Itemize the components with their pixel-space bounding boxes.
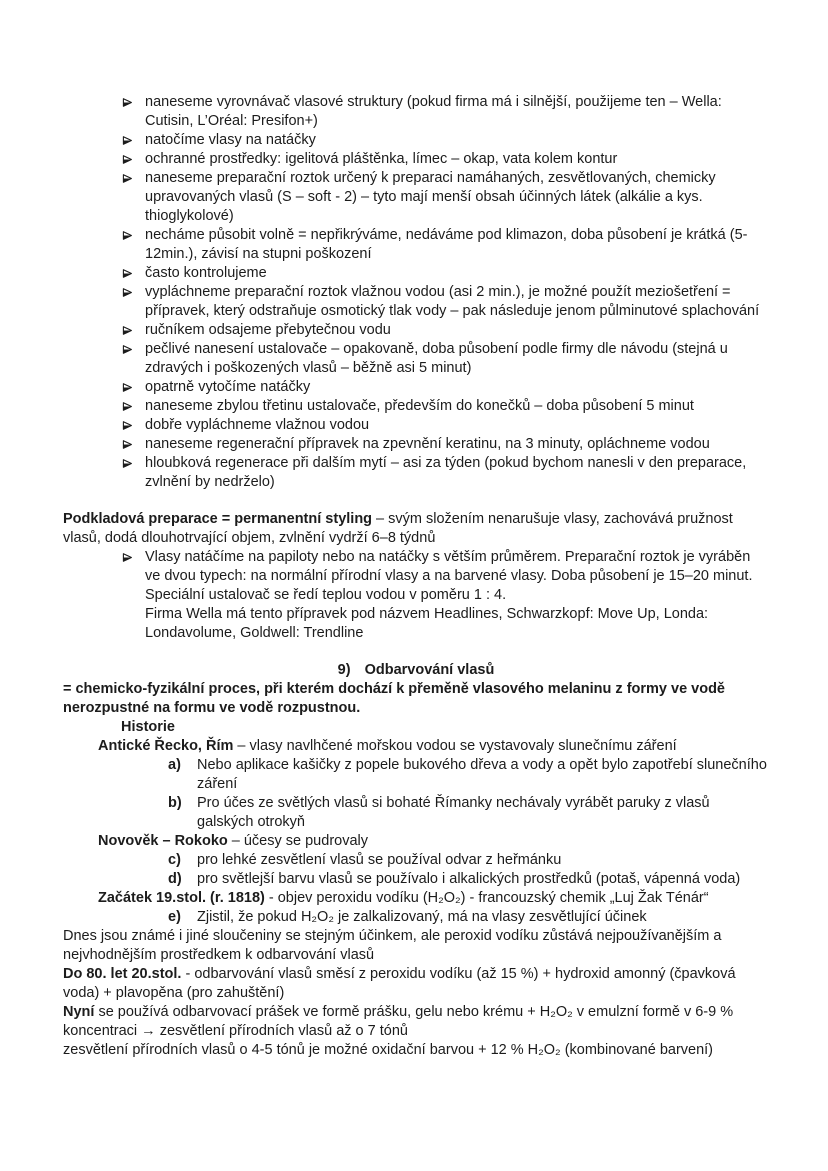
letter-text: Pro účes ze světlých vlasů si bohaté Římanky nechávaly vyrábět paruky z vlasů galských otrokyň: [197, 795, 710, 830]
bullet-text: naneseme preparační roztok určený k preparaci namáhaných, zesvětlovaných, chemicky upravovaných vlasů (S – soft - 2) – tyto mají menší obsah účinných látek (alkálie a kys. thioglykolové): [145, 170, 716, 224]
text-run: – svým složením nenarušuje vlasy, zachovává pružnost vlasů, dodá dlouhotrvající objem, zvlnění vydrží 6–8 týdnů: [63, 511, 733, 546]
paragraph: [63, 965, 769, 1003]
paragraph: [98, 737, 769, 756]
paragraph: [98, 889, 769, 908]
text-run: Antické Řecko, Řím: [98, 738, 234, 754]
bullet-text: necháme působit volně = nepřikrýváme, nedáváme pod klimazon, doba působení je krátká (5-12min.), závisí na stupni poškození: [145, 227, 748, 262]
letter-label: c): [168, 852, 181, 868]
paragraph-spacer: [63, 643, 769, 661]
paragraph: [121, 718, 769, 737]
bullet-item: [63, 283, 769, 321]
text-run: Nyní: [63, 1004, 95, 1020]
bullet-text: Vlasy natáčíme na papiloty nebo na natáčky s větším průměrem. Preparační roztok je vyráběn ve dvou typech: na normální přírodní vlasy a na barvené vlasy. Doba působení je 15–20 minut. Speciální ustalovač se ředí teplou vodou v poměru 1 : 4.: [145, 549, 753, 603]
paragraph: [63, 1041, 769, 1060]
arrowhead-bullet-icon: [122, 230, 133, 241]
arrowhead-bullet-icon: [122, 325, 133, 336]
text-run: se používá odbarvovací prášek ve formě prášku, gelu nebo krému + H₂O₂ v emulzní formě v 6-9 % koncentraci → zesvětlení přírodních vlasů až o 7 tónů: [63, 1004, 734, 1039]
arrowhead-bullet-icon: [122, 154, 133, 165]
letter-text: Nebo aplikace kašičky z popele bukového dřeva a vody a opět bylo zapotřebí slunečního záření: [197, 757, 767, 792]
bullet-item: [63, 416, 769, 435]
bullet-text: ručníkem odsajeme přebytečnou vodu: [145, 322, 391, 338]
paragraph: [63, 510, 769, 548]
bullet-text: naneseme regenerační přípravek na zpevnění keratinu, na 3 minuty, opláchneme vodou: [145, 436, 710, 452]
letter-list-item: [63, 794, 769, 832]
paragraph: [63, 927, 769, 965]
bullet-item: [63, 150, 769, 169]
arrowhead-bullet-icon: [122, 97, 133, 108]
arrowhead-bullet-icon: [122, 420, 133, 431]
bullet-item: [63, 378, 769, 397]
text-run: – vlasy navlhčené mořskou vodou se vystavovaly slunečnímu záření: [233, 738, 677, 754]
text-run: Do 80. let 20.stol.: [63, 966, 182, 982]
paragraph-spacer: [63, 492, 769, 510]
bullet-item: [63, 548, 769, 605]
text-run: Historie: [121, 719, 175, 735]
paragraph: [63, 1003, 769, 1041]
letter-list-item: [63, 851, 769, 870]
text-run: = chemicko-fyzikální proces, při kterém dochází k přeměně vlasového melaninu z formy ve vodě nerozpustné na formu ve vodě rozpustnou.: [63, 681, 726, 716]
bullet-item: [63, 264, 769, 283]
arrowhead-bullet-icon: [122, 135, 133, 146]
continuation-paragraph: [145, 605, 769, 643]
text-run: zesvětlení přírodních vlasů o 4-5 tónů je možné oxidační barvou + 12 % H₂O₂ (kombinované barvení): [63, 1042, 714, 1058]
letter-label: a): [168, 757, 181, 773]
text-run: Firma Wella má tento přípravek pod názvem Headlines, Schwarzkopf: Move Up, Londa: Londavolume, Goldwell: Trendline: [145, 606, 709, 641]
bullet-item: [63, 93, 769, 131]
letter-label: e): [168, 909, 181, 925]
paragraph: [98, 832, 769, 851]
bullet-item: [63, 321, 769, 340]
letter-label: b): [168, 795, 182, 811]
bullet-item: [63, 340, 769, 378]
arrowhead-bullet-icon: [122, 382, 133, 393]
document-body: [63, 0, 769, 1060]
bullet-text: pečlivé nanesení ustalovače – opakovaně, doba působení podle firmy dle návodu (stejná u zdravých i poškozených vlasů – běžně asi 5 minut): [145, 341, 728, 376]
letter-text: pro lehké zesvětlení vlasů se používal odvar z heřmánku: [197, 852, 562, 868]
text-run: Podkladová preparace = permanentní styling: [63, 511, 373, 527]
text-run: Novověk – Rokoko: [98, 833, 228, 849]
section-heading: [63, 661, 769, 680]
paragraph: [63, 680, 769, 718]
bullet-text: ochranné prostředky: igelitová pláštěnka, límec – okap, vata kolem kontur: [145, 151, 618, 167]
arrowhead-bullet-icon: [122, 268, 133, 279]
bullet-item: [63, 226, 769, 264]
letter-list-item: [63, 908, 769, 927]
bullet-item: [63, 435, 769, 454]
arrowhead-bullet-icon: [122, 552, 133, 563]
letter-text: Zjistil, že pokud H₂O₂ je zalkalizovaný, má na vlasy zesvětlující účinek: [197, 909, 647, 925]
letter-text: pro světlejší barvu vlasů se používalo i alkalických prostředků (potaš, vápenná voda): [197, 871, 741, 887]
bullet-item: [63, 454, 769, 492]
heading-number: 9): [337, 662, 351, 678]
text-run: Začátek 19.stol. (r. 1818): [98, 890, 265, 906]
text-run: - odbarvování vlasů směsí z peroxidu vodíku (až 15 %) + hydroxid amonný (čpavková voda) + plavopěna (pro zahuštění): [63, 966, 736, 1001]
bullet-item: [63, 169, 769, 226]
bullet-text: opatrně vytočíme natáčky: [145, 379, 311, 395]
arrowhead-bullet-icon: [122, 287, 133, 298]
arrowhead-bullet-icon: [122, 344, 133, 355]
bullet-text: naneseme zbylou třetinu ustalovače, především do konečků – doba působení 5 minut: [145, 398, 694, 414]
letter-label: d): [168, 871, 182, 887]
arrowhead-bullet-icon: [122, 173, 133, 184]
text-run: - objev peroxidu vodíku (H₂O₂) - francouzský chemik „Luj Žak Ténár“: [264, 890, 709, 906]
letter-list-item: [63, 756, 769, 794]
text-run: – účesy se pudrovaly: [227, 833, 368, 849]
bullet-item: [63, 397, 769, 416]
arrowhead-bullet-icon: [122, 458, 133, 469]
bullet-text: dobře vypláchneme vlažnou vodou: [145, 417, 370, 433]
bullet-text: často kontrolujeme: [145, 265, 267, 281]
bullet-text: hloubková regenerace při dalším mytí – asi za týden (pokud bychom nanesli v den preparace, zvlnění by nedrželo): [145, 455, 747, 490]
bullet-text: vypláchneme preparační roztok vlažnou vodou (asi 2 min.), je možné použít meziošetření = přípravek, který odstraňuje osmotický tlak vody – pak následuje jenom půlminutové splachování: [145, 284, 760, 319]
bullet-text: natočíme vlasy na natáčky: [145, 132, 316, 148]
bullet-item: [63, 131, 769, 150]
arrowhead-bullet-icon: [122, 401, 133, 412]
heading-title: Odbarvování vlasů: [364, 662, 495, 678]
bullet-text: naneseme vyrovnávač vlasové struktury (pokud firma má i silnější, použijeme ten – Wella: Cutisin, L’Oréal: Presifon+): [145, 94, 722, 129]
letter-list-item: [63, 870, 769, 889]
text-run: Dnes jsou známé i jiné sloučeniny se stejným účinkem, ale peroxid vodíku zůstává nejpoužívanějším a nejvhodnějším prostředkem k odbarvování vlasů: [63, 928, 722, 963]
arrowhead-bullet-icon: [122, 439, 133, 450]
